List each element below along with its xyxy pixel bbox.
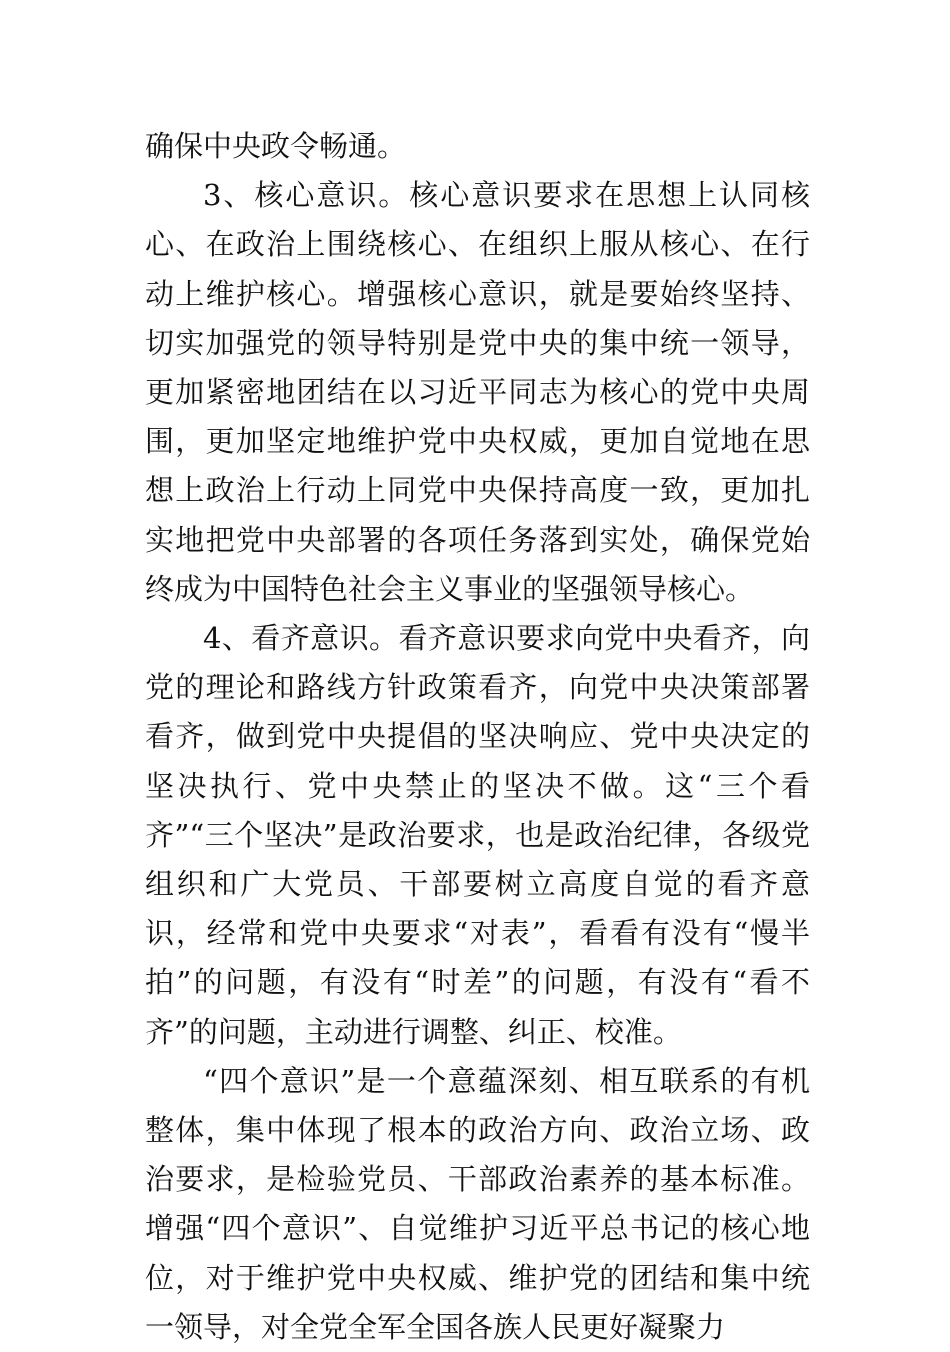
document-body xyxy=(145,122,810,1352)
paragraph-alignment-awareness: 4、看齐意识。看齐意识要求向党中央看齐，向党的理论和路线方针政策看齐，向党中央决策部署看齐，做到党中央提倡的坚决响应、党中央决定的坚决执行、党中央禁止的坚决不做。这“三个看齐”“三个坚决”是政治要求，也是政治纪律，各级党组织和广大党员、干部要树立高度自觉的看齐意识，经常和党中央要求“对表”，看看有没有“慢半拍”的问题，有没有“时差”的问题，有没有“看不齐”的问题，主动进行调整、纠正、校准。 xyxy=(145,621,810,1049)
paragraph-four-awareness: “四个意识”是一个意蕴深刻、相互联系的有机整体，集中体现了根本的政治方向、政治立场、政治要求，是检验党员、干部政治素养的基本标准。增强“四个意识”、自觉维护习近平总书记的核心地位，对于维护党中央权威、维护党的团结和集中统一领导，对全党全军全国各族人民更好凝聚力 xyxy=(145,1063,810,1344)
paragraph-core-awareness: 3、核心意识。核心意识要求在思想上认同核心、在政治上围绕核心、在组织上服从核心、在行动上维护核心。增强核心意识，就是要始终坚持、切实加强党的领导特别是党中央的集中统一领导，更加紧密地团结在以习近平同志为核心的党中央周围，更加坚定地维护党中央权威，更加自觉地在思想上政治上行动上同党中央保持高度一致，更加扎实地把党中央部署的各项任务落到实处，确保党始终成为中国特色社会主义事业的坚强领导核心。 xyxy=(145,178,810,606)
paragraph-continuation: 确保中央政令畅通。 xyxy=(145,129,407,163)
